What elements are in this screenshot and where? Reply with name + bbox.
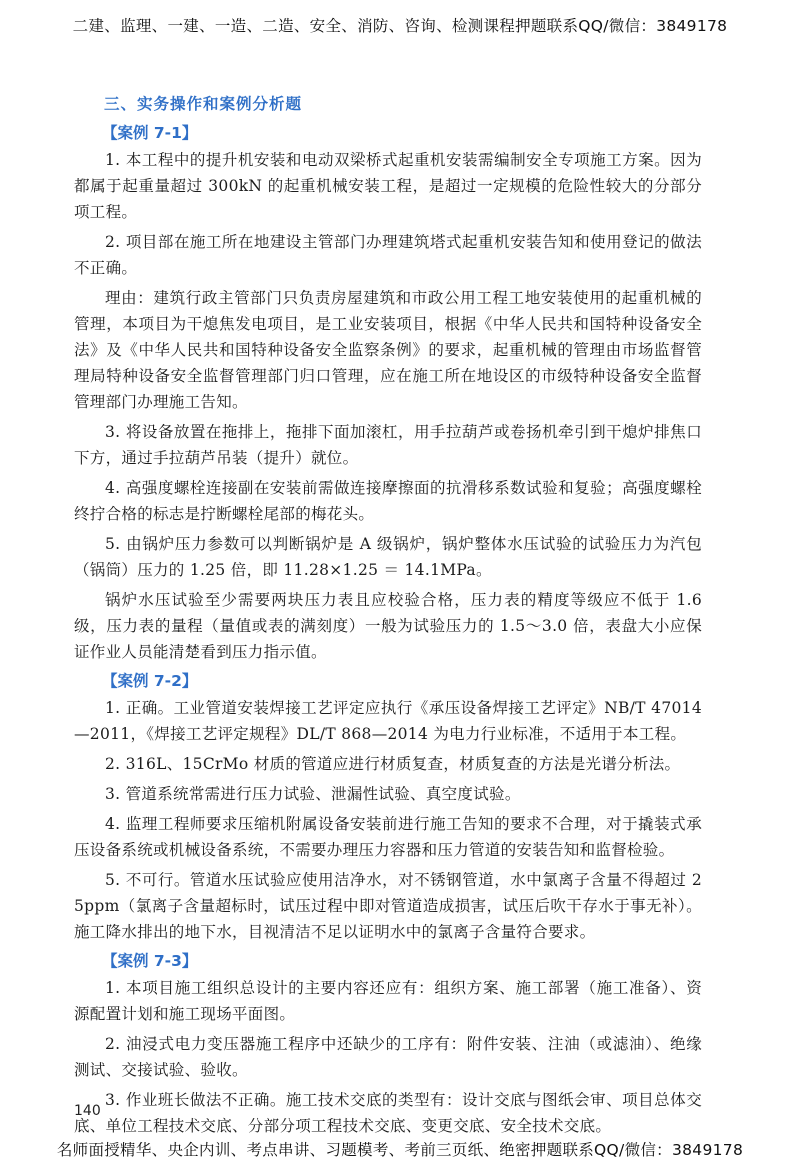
- page-number: 140: [74, 1103, 101, 1119]
- case-title: 【案例 7-1】: [102, 124, 198, 142]
- case-paragraph: 2. 油浸式电力变压器施工程序中还缺少的工序有：附件安装、注油（或滤油）、绝缘测试、交接试验、验收。: [74, 1035, 702, 1079]
- case-paragraph: 1. 本工程中的提升机安装和电动双梁桥式起重机安装需编制安全专项施工方案。因为都属于起重量超过 300kN 的起重机械安装工程，是超过一定规模的危险性较大的分部分项工程。: [74, 151, 702, 221]
- case-paragraph: 3. 将设备放置在拖排上，拖排下面加滚杠，用手拉葫芦或卷扬机牵引到干熄炉排焦口下方，通过手拉葫芦吊装（提升）就位。: [74, 423, 702, 467]
- page-footer-promo: 名师面授精华、央企内训、考点串讲、习题模考、考前三页纸、绝密押题联系QQ/微信：3849178: [56, 1141, 744, 1159]
- page-header-promo: 二建、监理、一建、一造、二造、安全、消防、咨询、检测课程押题联系QQ/微信：3849178: [72, 17, 728, 35]
- case-paragraph: 2. 316L、15CrMo 材质的管道应进行材质复查，材质复查的方法是光谱分析法。: [105, 755, 681, 773]
- case-paragraph: 理由：建筑行政主管部门只负责房屋建筑和市政公用工程工地安装使用的起重机械的管理，本项目为干熄焦发电项目，是工业安装项目，根据《中华人民共和国特种设备安全法》及《中华人民共和国特种设备安全监察条例》的要求，起重机械的管理由市场监督管理局特种设备安全监督管理部门归口管理，应在施工所在地设区的市级特种设备安全监督管理部门办理施工告知。: [74, 289, 702, 411]
- case-paragraph: 1. 正确。工业管道安装焊接工艺评定应执行《承压设备焊接工艺评定》NB/T 47014—2011，《焊接工艺评定规程》DL/T 868—2014 为电力行业标准，不适用于本工程。: [74, 699, 702, 743]
- case-paragraph: 3. 作业班长做法不正确。施工技术交底的类型有：设计交底与图纸会审、项目总体交底、单位工程技术交底、分部分项工程技术交底、变更交底、安全技术交底。: [74, 1091, 702, 1135]
- case-paragraph: 5. 不可行。管道水压试验应使用洁净水，对不锈钢管道，水中氯离子含量不得超过 25ppm（氯离子含量超标时，试压过程中即对管道造成损害，试压后吹干存水于事无补）。施工降水排出的地下水，目视清洁不足以证明水中的氯离子含量符合要求。: [74, 871, 702, 941]
- case-title: 【案例 7-2】: [102, 672, 198, 690]
- case-paragraph: 1. 本项目施工组织总设计的主要内容还应有：组织方案、施工部署（施工准备）、资源配置计划和施工现场平面图。: [74, 979, 702, 1023]
- case-7-1: [74, 121, 702, 665]
- case-paragraph: 4. 高强度螺栓连接副在安装前需做连接摩擦面的抗滑移系数试验和复验；高强度螺栓终拧合格的标志是拧断螺栓尾部的梅花头。: [74, 479, 702, 523]
- page-content: [74, 92, 702, 1143]
- case-paragraph: 2. 项目部在施工所在地建设主管部门办理建筑塔式起重机安装告知和使用登记的做法不正确。: [74, 233, 702, 277]
- case-7-3: [74, 949, 702, 1139]
- case-paragraph: 4. 监理工程师要求压缩机附属设备安装前进行施工告知的要求不合理，对于撬装式承压设备系统或机械设备系统，不需要办理压力容器和压力管道的安装告知和监督检验。: [74, 815, 702, 859]
- case-7-2: [74, 669, 702, 945]
- case-paragraph: 5. 由锅炉压力参数可以判断锅炉是 A 级锅炉，锅炉整体水压试验的试验压力为汽包（锅筒）压力的 1.25 倍，即 11.28×1.25 ＝ 14.1MPa。: [74, 535, 702, 579]
- case-title: 【案例 7-3】: [102, 952, 198, 970]
- case-paragraph: 锅炉水压试验至少需要两块压力表且应校验合格，压力表的精度等级应不低于 1.6 级，压力表的量程（量值或表的满刻度）一般为试验压力的 1.5～3.0 倍，表盘大小应保证作业人员能清楚看到压力指示值。: [74, 591, 702, 661]
- section-title: 三、实务操作和案例分析题: [104, 95, 303, 113]
- case-paragraph: 3. 管道系统常需进行压力试验、泄漏性试验、真空度试验。: [105, 785, 521, 803]
